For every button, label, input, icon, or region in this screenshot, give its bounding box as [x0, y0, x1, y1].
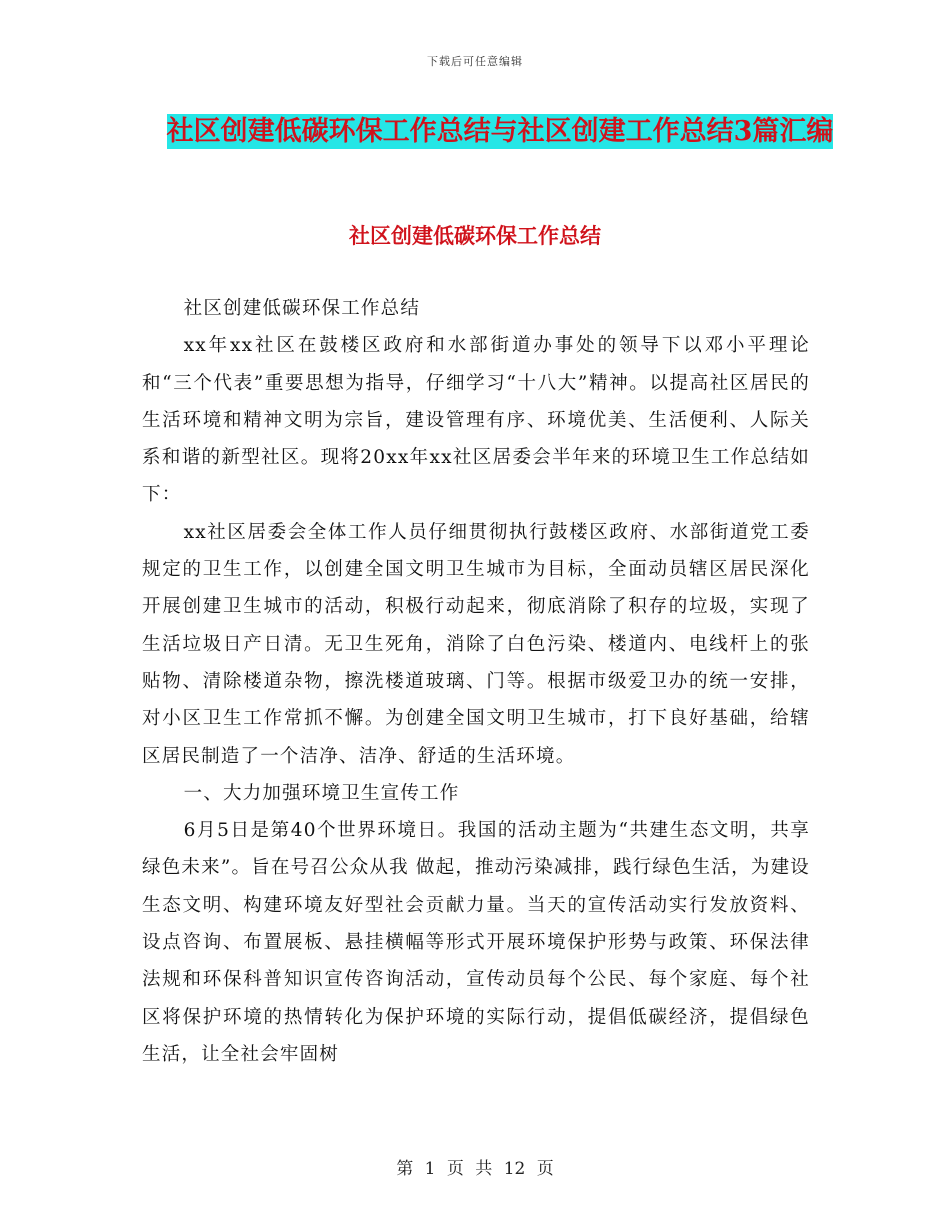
- document-title-text: 社区创建低碳环保工作总结与社区创建工作总结3篇汇编: [166, 116, 834, 147]
- page-footer: 第 1 页 共 12 页: [396, 1159, 554, 1179]
- paragraph: xx社区居委会全体工作人员仔细贯彻执行鼓楼区政府、水部街道党工委规定的卫生工作，以创建全国文明卫生城市为目标，全面动员辖区居民深化开展创建卫生城市的活动，积极行动起来，彻底消除了积存的垃圾，实现了生活垃圾日产日清。无卫生死角，消除了白色污染、楼道内、电线杆上的张贴物、清除楼道杂物，擦洗楼道玻璃、门等。根据市级爱卫办的统一安排，对小区卫生工作常抓不懈。为创建全国文明卫生城市，打下良好基础，给辖区居民制造了一个洁净、洁净、舒适的生活环境。: [142, 521, 810, 767]
- paragraph: 社区创建低碳环保工作总结: [183, 298, 421, 319]
- document-title: [150, 108, 850, 156]
- header-note: 下载后可任意编辑: [427, 55, 523, 68]
- paragraph: 6月5日是第40个世界环境日。我国的活动主题为“共建生态文明，共享绿色未来”。旨在号召公众从我 做起，推动污染减排，践行绿色生活，为建设生态文明、构建环境友好型社会贡献力量。当天的宣传活动实行发放资料、设点咨询、布置展板、悬挂横幅等形式开展环境保护形势与政策、环保法律法规和环保科普知识宣传咨询活动，宣传动员每个公民、每个家庭、每个社区将保护环境的热情转化为保护环境的实际行动，提倡低碳经济，提倡绿色生活，让全社会牢固树: [142, 820, 810, 1065]
- section-title: 社区创建低碳环保工作总结: [349, 223, 601, 248]
- paragraph: 一、大力加强环境卫生宣传工作: [183, 782, 460, 804]
- document-body: [142, 290, 810, 1073]
- paragraph: xx年xx社区在鼓楼区政府和水部街道办事处的领导下以邓小平理论和“三个代表”重要思想为指导，仔细学习“十八大”精神。以提高社区居民的生活环境和精神文明为宗旨，建设管理有序、环境优美、生活便利、人际关系和谐的新型社区。现将20xx年xx社区居委会半年来的环境卫生工作总结如下：: [142, 335, 810, 506]
